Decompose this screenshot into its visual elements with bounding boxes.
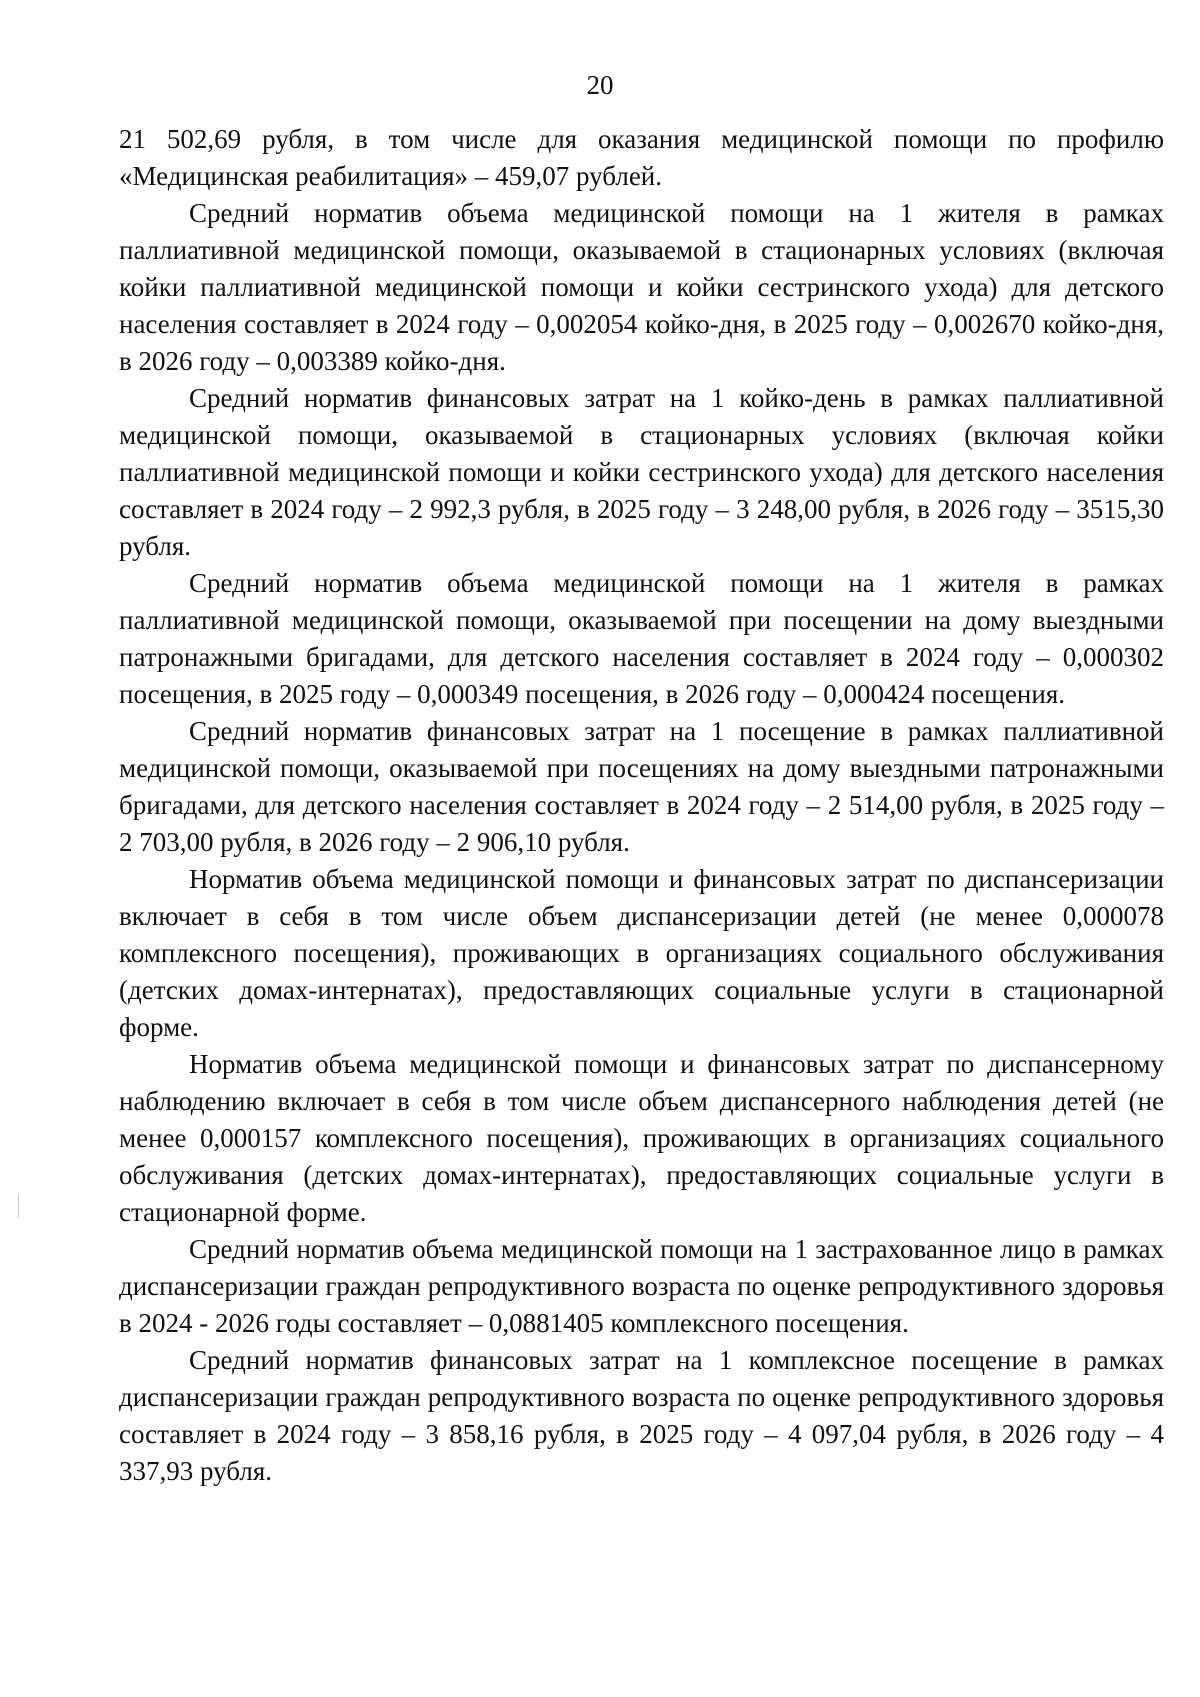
paragraph-dispensarization-norm: Норматив объема медицинской помощи и финансовых затрат по диспансеризации включает в себя в том числе объем диспансеризации детей (не менее 0,000078 комплексного посещения), проживающих в организациях социального обслуживания (детских домах-интернатах), предоставляющих социальные услуги в стационарной форме. (119, 864, 1164, 1042)
paragraph-palliative-inpatient-cost: Средний норматив финансовых затрат на 1 койко-день в рамках паллиативной медицинской помощи, оказываемой в стационарных условиях (включая койки паллиативной медицинской помощи и койки сестринского ухода) для детского населения составляет в 2024 году – 2 992,3 рубля, в 2025 году – 3 248,00 рубля, в 2026 году – 3515,30 рубля. (119, 383, 1164, 561)
paragraph-reproductive-volume: Средний норматив объема медицинской помощи на 1 застрахованное лицо в рамках диспансеризации граждан репродуктивного возраста по оценке репродуктивного здоровья в 2024 - 2026 годы составляет – 0,0881405 комплексного посещения. (119, 1234, 1164, 1338)
document-body (119, 121, 1164, 1490)
paragraph-palliative-inpatient-volume: Средний норматив объема медицинской помощи на 1 жителя в рамках паллиативной медицинской помощи, оказываемой в стационарных условиях (включая койки паллиативной медицинской помощи и койки сестринского ухода) для детского населения составляет в 2024 году – 0,002054 койко-дня, в 2025 году – 0,002670 койко-дня, в 2026 году – 0,003389 койко-дня. (119, 198, 1164, 376)
paragraph-palliative-home-visit-volume: Средний норматив объема медицинской помощи на 1 жителя в рамках паллиативной медицинской помощи, оказываемой при посещении на дому выездными патронажными бригадами, для детского населения составляет в 2024 году – 0,000302 посещения, в 2025 году – 0,000349 посещения, в 2026 году – 0,000424 посещения. (119, 568, 1164, 709)
scan-margin-mark (18, 1194, 19, 1218)
paragraph-continuation: 21 502,69 рубля, в том числе для оказания медицинской помощи по профилю «Медицинская реабилитация» – 459,07 рублей. (119, 124, 1164, 191)
paragraph-palliative-home-visit-cost: Средний норматив финансовых затрат на 1 посещение в рамках паллиативной медицинской помощи, оказываемой при посещениях на дому выездными патронажными бригадами, для детского населения составляет в 2024 году – 2 514,00 рубля, в 2025 году – 2 703,00 рубля, в 2026 году – 2 906,10 рубля. (119, 716, 1164, 857)
paragraph-reproductive-cost: Средний норматив финансовых затрат на 1 комплексное посещение в рамках диспансеризации граждан репродуктивного возраста по оценке репродуктивного здоровья составляет в 2024 году – 3 858,16 рубля, в 2025 году – 4 097,04 рубля, в 2026 году – 4 337,93 рубля. (119, 1345, 1164, 1486)
paragraph-dispensary-observation-norm: Норматив объема медицинской помощи и финансовых затрат по диспансерному наблюдению включает в себя в том числе объем диспансерного наблюдения детей (не менее 0,000157 комплексного посещения), проживающих в организациях социального обслуживания (детских домах-интернатах), предоставляющих социальные услуги в стационарной форме. (119, 1049, 1164, 1227)
page-number: 20 (586, 70, 614, 100)
